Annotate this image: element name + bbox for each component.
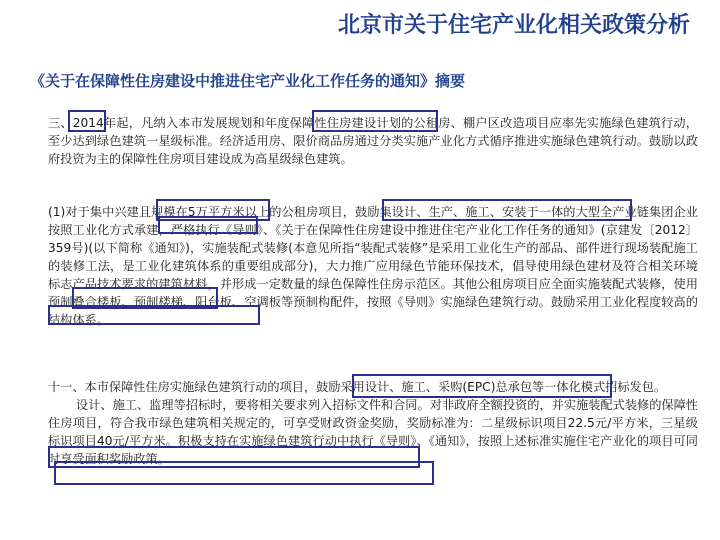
paragraph-text: 十一、本市保障性住房实施绿色建筑行动的项目，鼓励采用设计、施工、采购(EPC)总承包等一体化模式招标发包。 bbox=[48, 380, 667, 394]
paragraph-item-1 bbox=[48, 203, 698, 329]
page-title: 北京市关于住宅产业化相关政策分析 bbox=[337, 13, 690, 38]
document-subtitle: 《关于在保障性住房建设中推进住宅产业化工作任务的通知》摘要 bbox=[30, 72, 466, 90]
paragraph-text: (1)对于集中兴建且规模在5万平方米以上的公租房项目，鼓励集设计、生产、施工、安装于一体的大型全产业链集团企业按照工业化方式承建，严格执行《导则》、《关于在保障性住房建设中推进住宅产业化工作任务的通知》(京建发〔2012〕359号)(以下简称《通知》)，实施装配式装修(本意见所指“装配式装修”是采用工业化生产的部品、部件进行现场装配施工的装修工法，是工业化建筑体系的重要组成部分)，大力推广应用绿色节能环保技术，倡导使用绿色建材及符合相关环境标志产品技术要求的建筑材料，并形成一定数量的绿色保障性住房示范区。其他公租房项目应全面实施装配式装修，使用预制叠合楼板、预制楼梯、阳台板、空调板等预制构配件，按照《导则》实施绿色建筑行动。鼓励采用工业化程度较高的结构体系。 bbox=[48, 205, 698, 327]
paragraph-text: 设计、施工、监理等招标时，要将相关要求列入招标文件和合同。对非政府全额投资的，并实施装配式装修的保障性住房项目，符合我市绿色建筑相关规定的，可享受财政资金奖励，奖励标准为：二星级标识项目22.5元/平方米，三星级标识项目40元/平方米。积极支持在实施绿色建筑行动中执行《导则》、《通知》，按照上述标准实施住宅产业化的项目可同时享受面积奖励政策。 bbox=[48, 398, 698, 466]
paragraph-article-11 bbox=[48, 378, 698, 468]
paragraph-text: 三、2014年起，凡纳入本市发展规划和年度保障性住房建设计划的公租房、棚户区改造项目应率先实施绿色建筑行动，至少达到绿色建筑一星级标准。经济适用房、限价商品房通过分类实施产业化方式循序推进实施绿色建筑行动。鼓励以政府投资为主的保障性住房项目建设成为高星级绿色建筑。 bbox=[48, 116, 698, 166]
paragraph-article-3 bbox=[48, 114, 698, 168]
